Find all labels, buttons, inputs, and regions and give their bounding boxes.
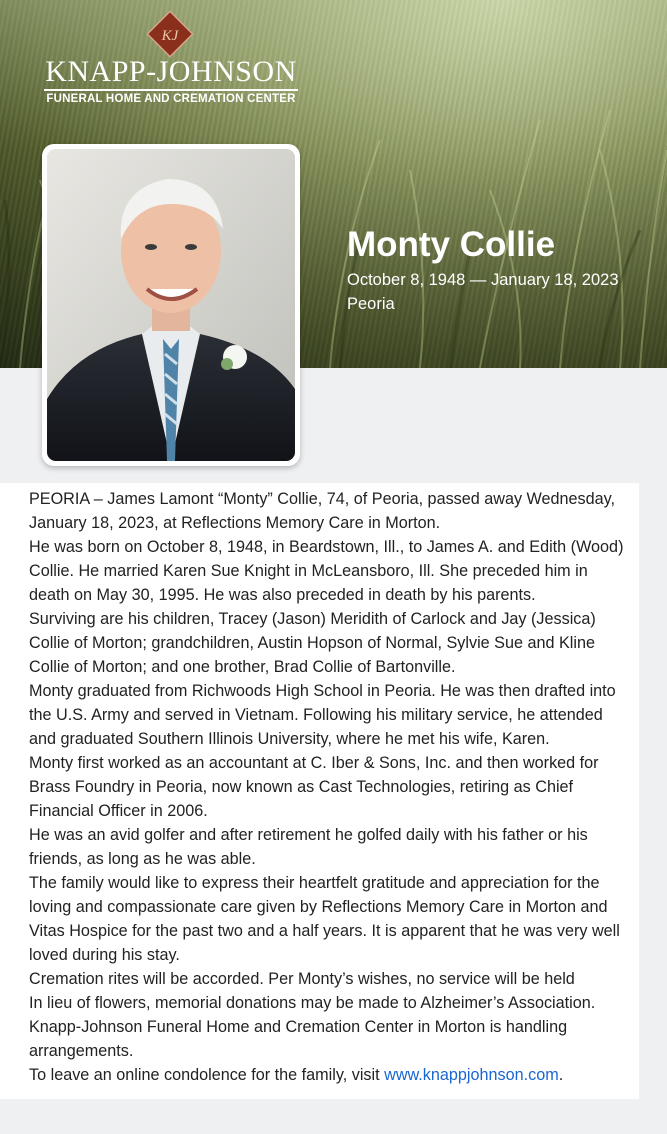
obituary-content: [0, 483, 639, 1099]
obituary-text: [29, 487, 624, 1087]
obituary-paragraph: In lieu of flowers, memorial donations may be made to Alzheimer’s Association.: [29, 994, 596, 1012]
svg-text:KJ: KJ: [161, 28, 179, 44]
obituary-paragraph: Knapp-Johnson Funeral Home and Cremation Center in Morton is handling arrangements.: [29, 1018, 568, 1060]
portrait-illustration: [47, 149, 295, 461]
deceased-name: Monty Collie: [347, 225, 556, 264]
life-dates: October 8, 1948 — January 18, 2023: [347, 271, 619, 289]
funeral-home-logo[interactable]: [40, 6, 302, 110]
condolence-prefix: To leave an online condolence for the family, visit: [29, 1066, 385, 1084]
logo-tagline: FUNERAL HOME AND CREMATION CENTER: [46, 93, 296, 105]
obituary-paragraph: Monty graduated from Richwoods High School in Peoria. He was then drafted into the U.S. Army and served in Vietnam. Following his military service, he attended and graduated Southern Illinois University, where he met his wife, Karen.: [29, 682, 616, 748]
condolence-link[interactable]: www.knappjohnson.com: [384, 1066, 559, 1084]
obituary-paragraph: He was born on October 8, 1948, in Beardstown, Ill., to James A. and Edith (Wood) Collie. He married Karen Sue Knight in McLeansboro, Ill. She preceded him in death on May 30, 1995. He was also preceded in death by his parents.: [29, 538, 624, 604]
obituary-paragraph: Cremation rites will be accorded. Per Monty’s wishes, no service will be held: [29, 970, 575, 988]
obituary-paragraph: Surviving are his children, Tracey (Jason) Meridith of Carlock and Jay (Jessica) Collie of Morton; grandchildren, Austin Hopson of Normal, Sylvie Sue and Kline Collie of Morton; and one brother, Brad Collie of Bartonville.: [29, 610, 596, 676]
portrait-frame: [42, 144, 300, 466]
logo-divider: [44, 89, 298, 91]
logo-name: KNAPP-JOHNSON: [45, 55, 297, 88]
diamond-emblem-icon: [144, 8, 196, 60]
condolence-suffix: .: [558, 1066, 564, 1084]
obituary-paragraph: PEORIA – James Lamont “Monty” Collie, 74, of Peoria, passed away Wednesday, January 18, 2023, at Reflections Memory Care in Morton.: [29, 490, 616, 532]
condolence-line: [29, 1063, 624, 1087]
obituary-paragraph: The family would like to express their heartfelt gratitude and appreciation for the loving and compassionate care given by Reflections Memory Care in Morton and Vitas Hospice for the past two and a half years. It is apparent that he was very well loved during his stay.: [29, 874, 620, 964]
obituary-paragraph: He was an avid golfer and after retirement he golfed daily with his father or his friends, as long as he was able.: [29, 826, 588, 868]
portrait-photo: [47, 149, 295, 461]
location: Peoria: [347, 295, 395, 313]
obituary-paragraph: Monty first worked as an accountant at C. Iber & Sons, Inc. and then worked for Brass Foundry in Peoria, now known as Cast Technologies, retiring as Chief Financial Officer in 2006.: [29, 754, 599, 820]
